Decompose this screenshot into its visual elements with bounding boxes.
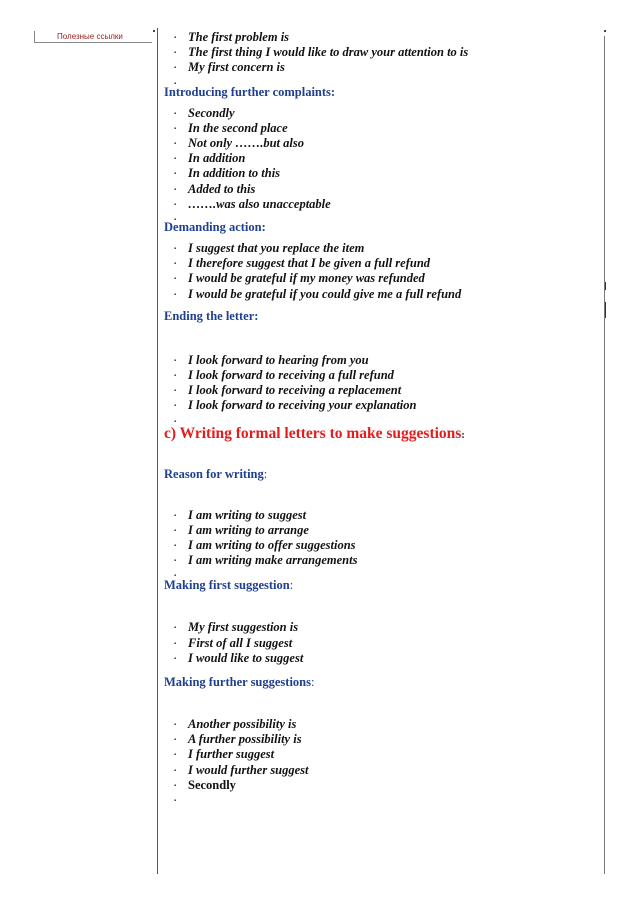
list-item: ▪ I am writing to offer suggestions <box>164 538 594 553</box>
opening-phrases-list <box>164 30 594 76</box>
list-item: ▪ I look forward to receiving a full refund <box>164 368 594 383</box>
margin-dot <box>153 30 155 32</box>
section-title-text: c) Writing formal letters to make suggestions <box>164 424 462 442</box>
list-item: ▪ I would be grateful if my money was refunded <box>164 271 594 286</box>
list-item: ▪ Another possibility is <box>164 717 594 732</box>
section-heading-text: Making first suggestion <box>164 578 290 593</box>
list-item: ▪ I would further suggest <box>164 763 594 778</box>
demanding-action-list <box>164 241 594 302</box>
section-heading: Introducing further complaints: <box>164 84 336 99</box>
further-suggestions-list <box>164 717 594 793</box>
section-heading-colon: : <box>289 578 294 593</box>
left-column-rule <box>157 28 158 874</box>
section-title <box>164 424 594 446</box>
section-title-colon: : <box>461 429 465 441</box>
section-heading: Demanding action: <box>164 220 266 235</box>
list-item: ▪ Not only …….but also <box>164 136 594 151</box>
list-item: ▪ A further possibility is <box>164 732 594 747</box>
section-heading-text: Reason for writing <box>164 466 264 481</box>
list-item: ▪ I am writing to suggest <box>164 508 594 523</box>
list-item: ▪ In the second place <box>164 121 594 136</box>
section-heading: Ending the letter: <box>164 308 259 323</box>
list-item: ▪ Secondly <box>164 106 594 121</box>
margin-tick <box>605 302 606 318</box>
list-item: ▪ In addition <box>164 151 594 166</box>
first-suggestion-list <box>164 620 594 666</box>
section-heading-colon: : <box>263 466 268 481</box>
list-item: ▪ I would like to suggest <box>164 651 594 666</box>
list-item: ▪ The first thing I would like to draw your attention to is <box>164 45 594 60</box>
list-item: ▪ I am writing to arrange <box>164 523 594 538</box>
section-heading-text: Making further suggestions <box>164 675 312 690</box>
list-item: ▪ I am writing make arrangements <box>164 553 594 568</box>
further-complaints-list <box>164 106 594 212</box>
section-heading <box>164 466 594 482</box>
section-heading <box>164 674 594 690</box>
list-item: ▪ I suggest that you replace the item <box>164 241 594 256</box>
list-item: ▪ I look forward to receiving a replacement <box>164 383 594 398</box>
list-item: ▪ First of all I suggest <box>164 636 594 651</box>
section-heading <box>164 577 594 593</box>
section-heading-colon: : <box>311 675 315 690</box>
list-item: ▪ Secondly <box>164 778 594 793</box>
list-item: ▪ I look forward to receiving your explanation <box>164 398 594 413</box>
useful-links-link[interactable] <box>34 31 152 43</box>
list-item: ▪ Added to this <box>164 182 594 197</box>
margin-tick <box>605 282 606 290</box>
list-item: ▪ I therefore suggest that I be given a full refund <box>164 256 594 271</box>
list-item: ▪ My first concern is <box>164 60 594 75</box>
ending-letter-list <box>164 353 594 414</box>
margin-dot <box>604 30 606 32</box>
list-item: ▪ …….was also unacceptable <box>164 197 594 212</box>
useful-links-label: Полезные ссылки <box>57 32 123 41</box>
document-body <box>164 30 594 793</box>
reason-for-writing-list <box>164 508 594 569</box>
list-item: ▪ The first problem is <box>164 30 594 45</box>
right-column-rule <box>604 36 605 874</box>
list-item: ▪ In addition to this <box>164 166 594 181</box>
list-item: ▪ I look forward to hearing from you <box>164 353 594 368</box>
list-item: ▪ I further suggest <box>164 747 594 762</box>
list-item: ▪ My first suggestion is <box>164 620 594 635</box>
list-item: ▪ I would be grateful if you could give me a full refund <box>164 287 594 302</box>
